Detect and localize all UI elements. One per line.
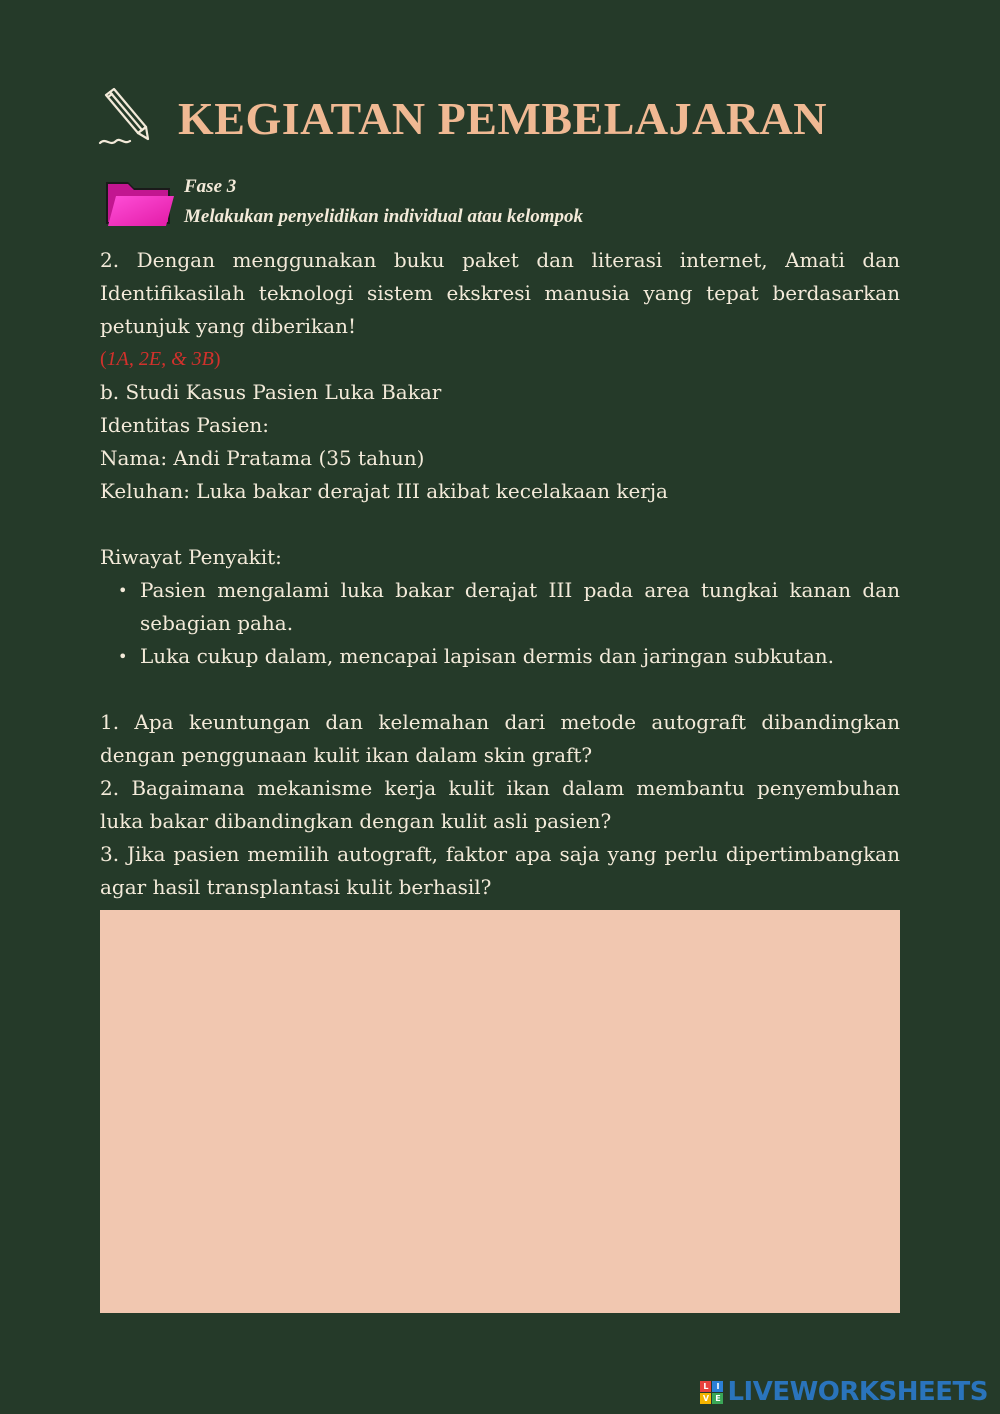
folder-icon — [104, 176, 176, 228]
worksheet-content — [100, 244, 900, 904]
page-title: KEGIATAN PEMBELAJARAN — [178, 92, 827, 144]
phase-text — [184, 172, 583, 232]
list-item: • Luka cukup dalam, mencapai lapisan dermis dan jaringan subkutan. — [140, 640, 900, 673]
history-list — [100, 574, 900, 673]
identity-label: Identitas Pasien: — [100, 413, 270, 437]
question-2: 2. Bagaimana mekanisme kerja kulit ikan dalam membantu penyembuhan luka bakar dibandingkan dengan kulit asli pasien? — [100, 776, 900, 833]
competency-code: (1A, 2E, & 3B) — [100, 348, 221, 370]
liveworksheets-watermark — [700, 1376, 988, 1408]
phase-description: Melakukan penyelidikan individual atau kelompok — [184, 206, 584, 227]
page-header — [96, 78, 916, 158]
phase-block — [104, 172, 904, 234]
answer-box[interactable] — [100, 910, 900, 1313]
list-item: • Pasien mengalami luka bakar derajat III pada area tungkai kanan dan sebagian paha. — [140, 574, 900, 640]
history-label: Riwayat Penyakit: — [100, 545, 282, 569]
patient-complaint: Keluhan: Luka bakar derajat III akibat kecelakaan kerja — [100, 479, 668, 503]
question-3: 3. Jika pasien memilih autograft, faktor apa saja yang perlu dipertimbangkan agar hasil transplantasi kulit berhasil? — [100, 842, 900, 899]
case-title: b. Studi Kasus Pasien Luka Bakar — [100, 380, 442, 404]
liveworksheets-logo-icon: L I V E — [700, 1381, 723, 1404]
instruction-text: 2. Dengan menggunakan buku paket dan literasi internet, Amati dan Identifikasilah teknologi sistem ekskresi manusia yang tepat berdasarkan petunjuk yang diberikan! — [100, 248, 900, 338]
question-1: 1. Apa keuntungan dan kelemahan dari metode autograft dibandingkan dengan penggunaan kulit ikan dalam skin graft? — [100, 710, 900, 767]
phase-label: Fase 3 — [184, 176, 237, 197]
pencil-icon — [96, 87, 158, 149]
watermark-text: LIVEWORKSHEETS — [727, 1377, 988, 1407]
patient-name: Nama: Andi Pratama (35 tahun) — [100, 446, 425, 470]
